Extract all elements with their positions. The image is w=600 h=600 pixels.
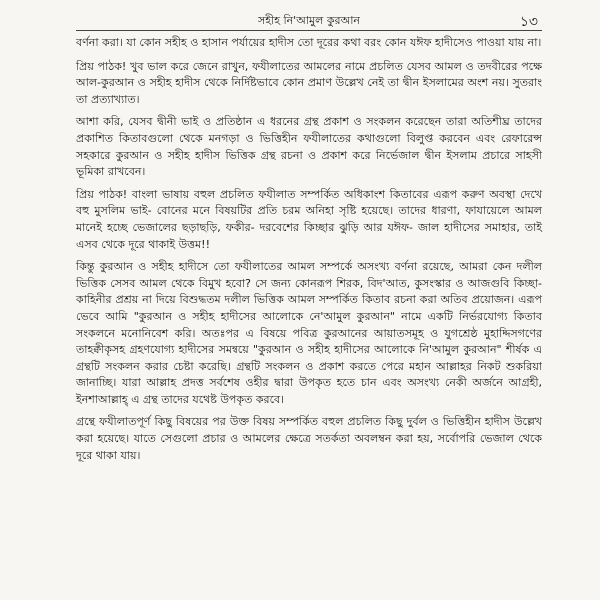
paragraph-4: প্রিয় পাঠক! বাংলা ভাষায় বহুল প্রচলিত ফযীলাত সম্পর্কিত অধিকাংশ কিতাবের এরূপ করুণ অবস্থা দেখে বহু মুসলিম ভাই- বোনের মনে বিষয়টির প্রতি চরম অনিহা সৃষ্টি হয়েছে। তাদের ধারণা, ফাযায়েলে আমল মানেই হচ্ছে ভেজালের ছড়াছড়ি, ফকীর- দরবেশের কিচ্ছার ঝুড়ি আর যঈফ- জাল হাদীসের সমাহার, তাই এসব থেকে দূরে থাকাই উত্তম!!	[76, 187, 542, 251]
paragraph-5: কিন্তু কুরআন ও সহীহ হাদীসে তো ফযীলাতের আমল সম্পর্কে অসংখ্য বর্ণনা রয়েছে, আমরা কেন দলীল ভিত্তিক সেসব আমল থেকে বিমুখ হবো? সে জন্য কোনরূপ শিরক, বিদ'আত, কুসংস্কার ও আজগুবি কিচ্ছা- কাহিনীর প্রশ্রয় না দিয়ে বিশুদ্ধতম দলীল ভিত্তিক আমল সম্পর্কিত কিতাব রচনা করা অতিব প্রয়োজন। এরূপ ভেবে আমি "কুরআন ও সহীহ হাদীসের আলোকে নে'আমুল কুরআন" নামে একটি নির্ভরযোগ্য কিতাব সংকলনে মনোনিবেশ করি। অতঃপর এ বিষয়ে পবিত্র কুরআনের আয়াতসমূহ ও যুগশ্রেষ্ঠ মুহাদ্দিসগণের তাহক্বীকৃসহ গ্রহণযোগ্য হাদীসের সমন্বয়ে "কুরআন ও সহীহ হাদীসের আলোকে নি'আমুল কুরআন" শীর্ষক এ গ্রন্থটি সংকলন করার চেষ্টা করেছি। গ্রন্থটি সংকলন ও প্রকাশ করতে পেরে মহান আল্লাহর নিকট শুকরিয়া জানাচ্ছি। যারা আল্লাহ প্রদত্ত সর্বশেষ ওহীর দ্বারা উপকৃত হতে চান এবং অসংখ্য নেকী অর্জনে আগ্রহী, ইনশাআল্লাহ্ এ গ্রন্থ তাদের যথেষ্ট উপকৃত করবে।	[76, 260, 542, 406]
running-title: সহীহ নি'আমুল কুরআন	[258, 14, 360, 27]
page-number: ১৩	[519, 14, 538, 30]
paragraph-1: বর্ণনা করা। যা কোন সহীহ ও হাসান পর্যায়ের হাদীস তো দূরের কথা বরং কোন যঈফ হাদীসেও পাওয়া যায় না।	[76, 36, 542, 49]
page-header	[76, 10, 542, 31]
paragraph-3: আশা করি, যেসব দ্বীনী ভাই ও প্রতিষ্ঠান এ ধরনের গ্রন্থ প্রকাশ ও সংকলন করেছেন তারা অতিশীঘ্র তাদের প্রকাশিত কিতাবগুলো থেকে মনগড়া ও ভিত্তিহীন ফযীলাতের কথাগুলো বিলুপ্ত করবেন এবং রেফারেন্স সহকারে কুরআন ও সহীহ হাদীস ভিত্তিক গ্রন্থ রচনা ও প্রকাশ করে নির্ভেজাল দ্বীন ইসলাম প্রচারে সাহসী ভূমিকা রাখবেন।	[76, 115, 542, 179]
paragraph-2: প্রিয় পাঠক! খুব ভাল করে জেনে রাখুন, ফযীলাতের আমলের নামে প্রচলিত যেসব আমল ও তদবীরের পক্ষে আল-কুরআন ও সহীহ হাদীস থেকে নির্দিষ্টভাবে কোন প্রমাণ উল্লেখ নেই তা দ্বীন ইসলামের অংশ নয়। সুতরাং তা প্রত্যাখ্যাত।	[76, 59, 542, 106]
paragraph-6: গ্রন্থে ফযীলাতপূর্ণ কিছু বিষয়ের পর উক্ত বিষয় সম্পর্কিত বহুল প্রচলিত কিছু দুর্বল ও ভিত্তিহীন হাদীস উল্লেখ করা হয়েছে। যাতে সেগুলো প্রচার ও আমলের ক্ষেত্রে সতর্কতা অবলম্বন করা হয়, সর্বোপরি ভেজাল থেকে দূরে থাকা যায়।	[76, 415, 542, 462]
